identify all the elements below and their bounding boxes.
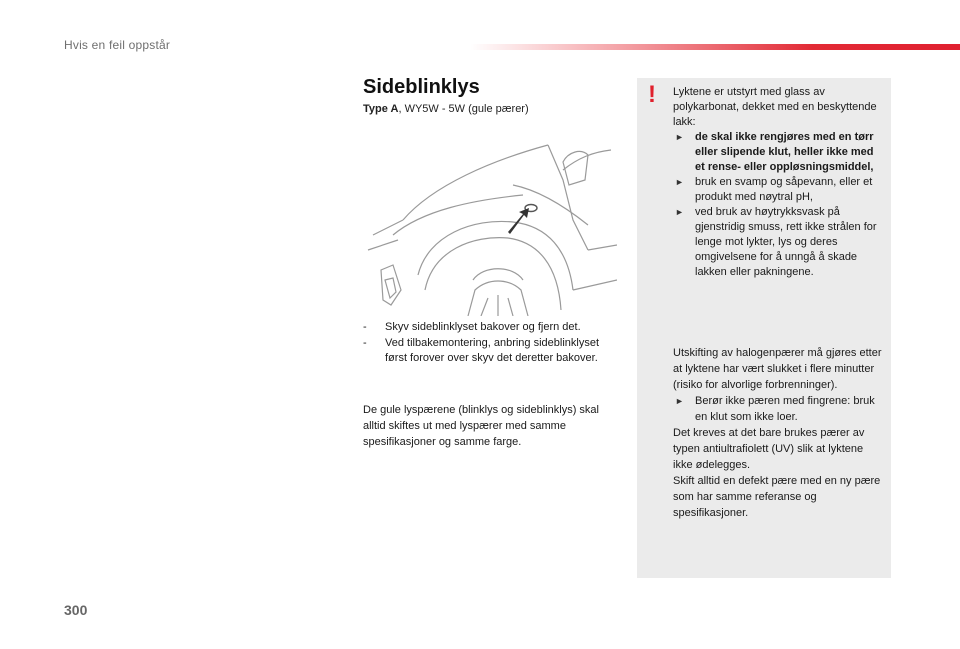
arrow-right-icon: ►: [675, 177, 684, 187]
warning-exclamation-icon: !: [648, 81, 656, 108]
arrow-right-icon: ►: [675, 396, 684, 406]
list-item: [673, 175, 885, 205]
warning-bullet-text: ved bruk av høytrykksvask på gjenstridig smuss, rett ikke strålen for lenge mot lykter, lys og deres omgivelsene for å unngå å skade lakken eller pakningene.: [695, 206, 877, 278]
bulb-type-line: [363, 103, 529, 115]
warning-bullet-text: bruk en svamp og såpevann, eller et produkt med nøytral pH,: [695, 176, 873, 203]
list-item: [363, 320, 613, 335]
step-text: Skyv sideblinklyset bakover og fjern det.: [385, 321, 581, 333]
bulb-type-label: Type A: [363, 103, 399, 115]
list-item: [673, 130, 885, 175]
section-title: Sideblinklys: [363, 76, 480, 98]
info-bullets: [673, 393, 885, 425]
bulb-color-note: De gule lyspærene (blinklys og sideblinklys) skal alltid skiftes ut med lyspærer med samme spesifikasjoner og samme farge.: [363, 404, 599, 448]
info-text: [673, 345, 885, 521]
info-bullet-text: Berør ikke pæren med fingrene: bruk en klut som ikke loer.: [695, 395, 875, 423]
header-accent-bar: [470, 44, 960, 50]
procedure-steps: [363, 320, 613, 367]
bulb-type-desc: , WY5W - 5W (gule pærer): [398, 103, 529, 115]
warning-bullet-text: de skal ikke rengjøres med en tørr eller slipende klut, heller ikke med et rense- eller oppløsningsmiddel,: [695, 131, 874, 173]
step-text: Ved tilbakemontering, anbring sideblinklyset først forover over skyv det deretter bakover.: [385, 337, 600, 364]
arrow-right-icon: ►: [675, 132, 684, 142]
arrow-right-icon: ►: [675, 207, 684, 217]
info-para-1: Utskifting av halogenpærer må gjøres etter at lyktene har vært slukket i flere minutter (risiko for alvorlige forbrenninger).: [673, 347, 882, 391]
page-number: 300: [64, 602, 88, 618]
list-item: [673, 205, 885, 280]
side-indicator-illustration: [363, 140, 617, 316]
step-dash: -: [363, 321, 367, 333]
info-para-3: Skift alltid en defekt pære med en ny pære som har samme referanse og spesifikasjoner.: [673, 475, 881, 519]
info-para-2: Det kreves at det bare brukes pærer av typen antiultrafiolett (UV) slik at lyktene ikke ødelegges.: [673, 427, 865, 471]
warning-text: [673, 85, 885, 280]
warning-intro: Lyktene er utstyrt med glass av polykarbonat, dekket med en beskyttende lakk:: [673, 86, 877, 128]
list-item: [363, 336, 613, 366]
step-dash: -: [363, 337, 367, 349]
warning-bullets: [673, 130, 885, 280]
page-header-title: Hvis en feil oppstår: [64, 38, 171, 52]
list-item: [673, 393, 885, 425]
